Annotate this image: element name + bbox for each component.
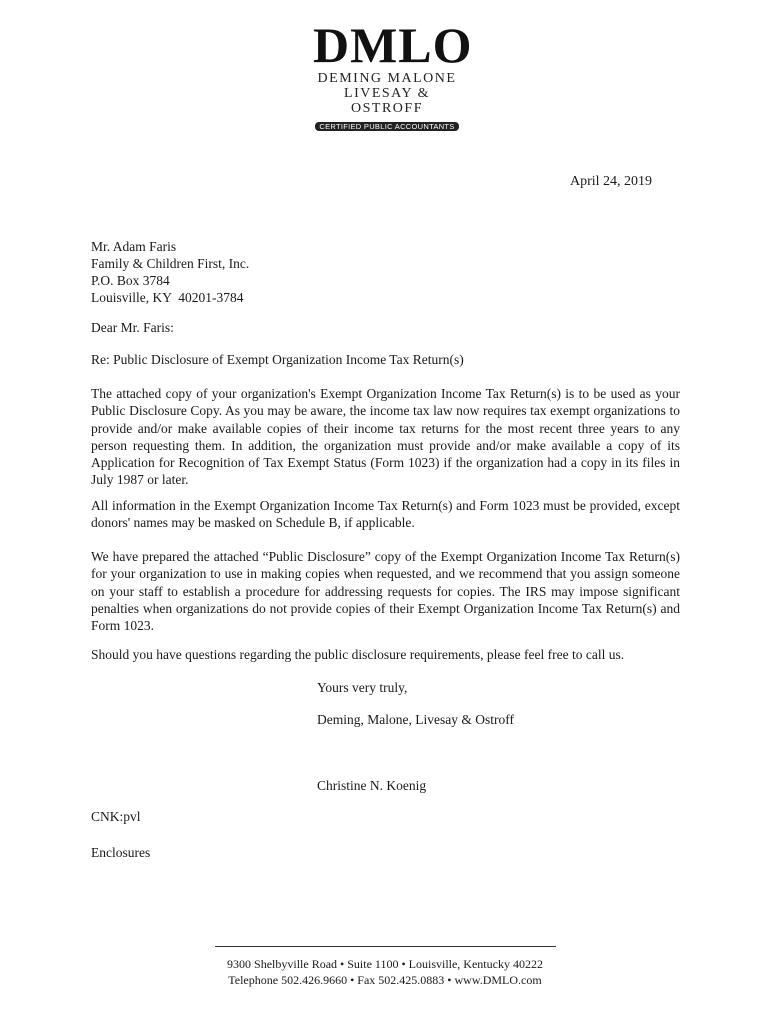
enclosures-note: Enclosures	[91, 845, 151, 860]
logo-tagline-band: CERTIFIED PUBLIC ACCOUNTANTS	[315, 122, 458, 131]
body-paragraph-4: Should you have questions regarding the public disclosure requirements, please feel free to call us.	[91, 647, 625, 662]
letter-date: April 24, 2019	[570, 174, 653, 189]
recipient-po-box: P.O. Box 3784	[91, 273, 170, 288]
firm-signature: Deming, Malone, Livesay & Ostroff	[317, 712, 514, 727]
signer-name: Christine N. Koenig	[317, 778, 427, 793]
recipient-address	[91, 238, 249, 306]
logo-name-line2: LIVESAY & OSTROFF	[344, 86, 430, 116]
valediction: Yours very truly,	[317, 680, 408, 695]
typist-initials: CNK:pvl	[91, 809, 141, 824]
footer-divider	[215, 946, 556, 947]
body-paragraph-3: We have prepared the attached “Public Disclosure” copy of the Exempt Organization Income Tax Return(s) for your organization to use in making copies when requested, and we recommend that you assign someone on your staff to establish a procedure for addressing requests for copies. The IRS may impose significant penalties when organizations do not provide copies of their Exempt Organization Income Tax Return(s) and Form 1023.	[91, 549, 680, 634]
logo-name-line1: DEMING MALONE	[317, 71, 457, 86]
recipient-name: Mr. Adam Faris	[91, 239, 177, 254]
company-logo	[313, 17, 473, 134]
body-paragraph-2: All information in the Exempt Organization Income Tax Return(s) and Form 1023 must be provided, except donors' names may be masked on Schedule B, if applicable.	[91, 498, 680, 531]
salutation: Dear Mr. Faris:	[91, 320, 174, 335]
body-paragraph-1: The attached copy of your organization's Exempt Organization Income Tax Return(s) is to be used as your Public Disclosure Copy. As you may be aware, the income tax law now requires tax exempt organizations to provide and/or make available copies of their income tax returns for the most recent three years to any person requesting them. In addition, the organization must provide and/or make available a copy of its Application for Recognition of Tax Exempt Status (Form 1023) if the organization had a copy in its files in July 1987 or later.	[91, 386, 680, 488]
footer-address: 9300 Shelbyville Road • Suite 1100 • Louisville, Kentucky 40222	[227, 957, 543, 971]
recipient-company: Family & Children First, Inc.	[91, 256, 250, 271]
footer-contact: Telephone 502.426.9660 • Fax 502.425.0883 • www.DMLO.com	[228, 973, 542, 987]
recipient-city-state-zip: Louisville, KY 40201-3784	[91, 290, 244, 305]
logo-wordmark: DMLO	[313, 17, 473, 73]
subject-line: Re: Public Disclosure of Exempt Organization Income Tax Return(s)	[91, 352, 464, 367]
